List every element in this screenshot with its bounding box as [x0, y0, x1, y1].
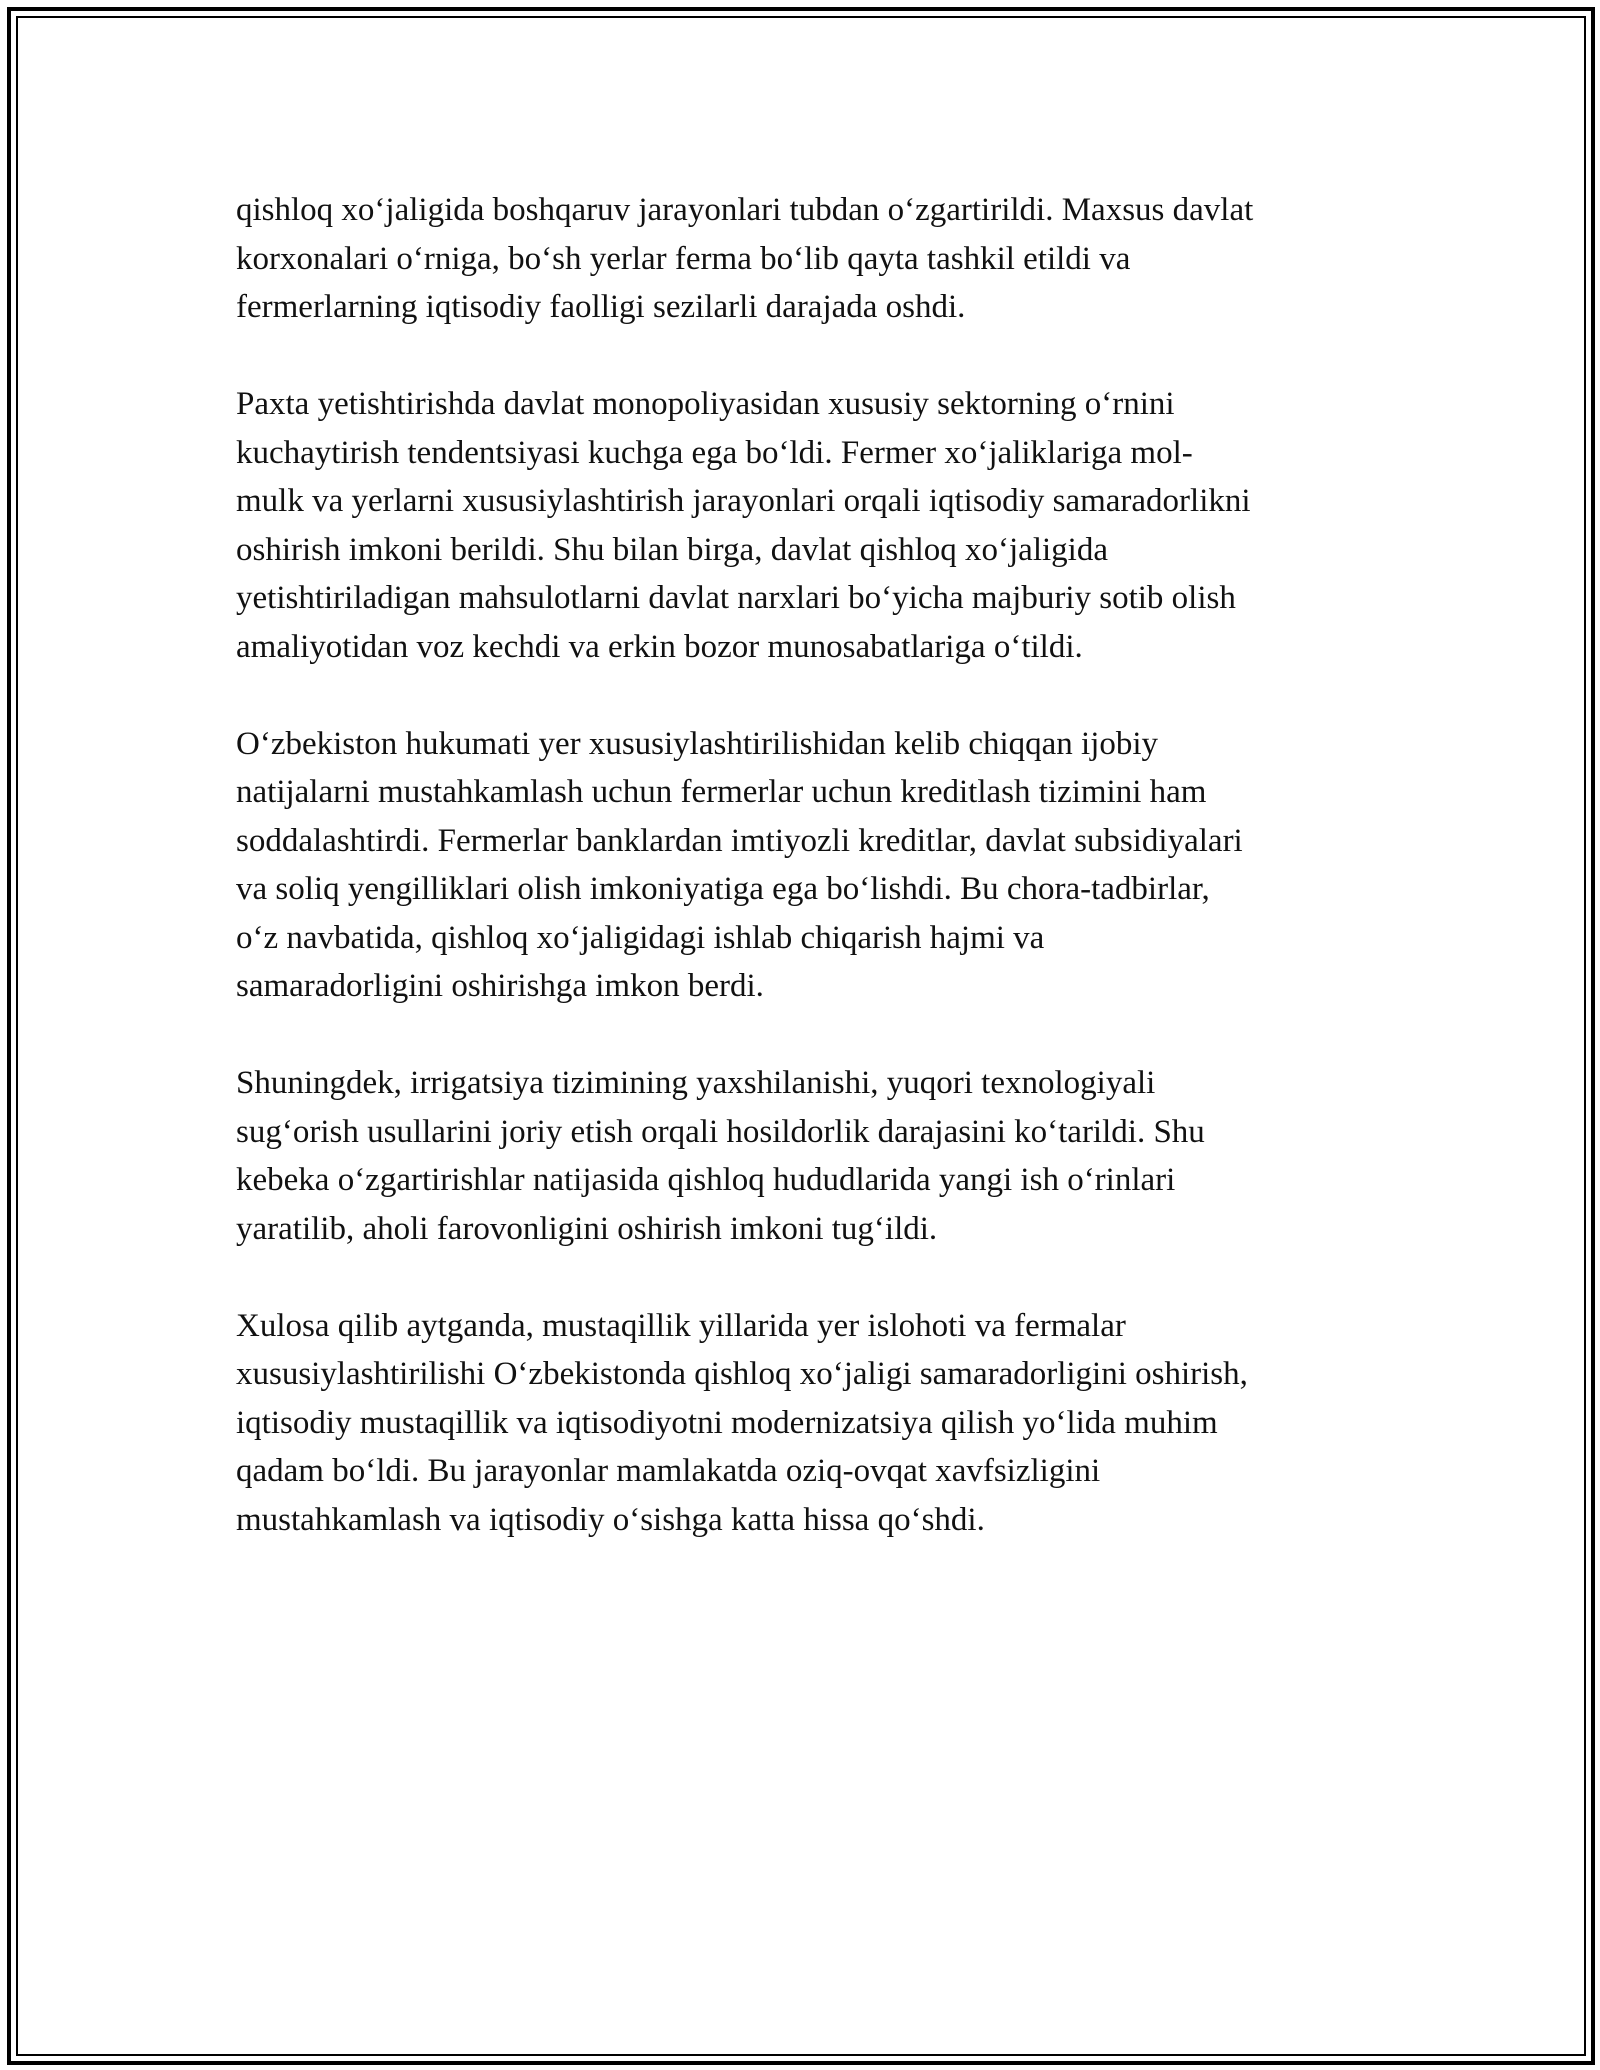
text-line: qadam bo‘ldi. Bu jarayonlar mamlakatda oziq-ovqat xavfsizligini [236, 1453, 1101, 1489]
text-line: o‘z navbatida, qishloq xo‘jaligidagi ishlab chiqarish hajmi va [236, 919, 1045, 956]
text-line: Paxta yetishtirishda davlat monopoliyasidan xususiy sektorning o‘rnini [236, 386, 1175, 422]
text-line: yaratilib, aholi farovonligini oshirish imkoni tug‘ildi. [236, 1210, 938, 1247]
text-line: O‘zbekiston hukumati yer xususiylashtirilishidan kelib chiqqan ijobiy [236, 725, 1159, 762]
text-line: iqtisodiy mustaqillik va iqtisodiyotni modernizatsiya qilish yo‘lida muhim [236, 1404, 1218, 1441]
text-line: Xulosa qilib aytganda, mustaqillik yillarida yer islohoti va fermalar [236, 1307, 1126, 1344]
paragraph-1 [236, 186, 1376, 332]
text-line: korxonalari o‘rniga, bo‘sh yerlar ferma bo‘lib qayta tashkil etildi va [236, 240, 1131, 277]
text-line: sug‘orish usullarini joriy etish orqali hosildorlik darajasini ko‘tarildi. Shu [236, 1113, 1205, 1150]
paragraph-2 [236, 380, 1376, 671]
text-line: mulk va yerlarni xususiylashtirish jarayonlari orqali iqtisodiy samaradorlikni [236, 483, 1251, 519]
text-line: amaliyotidan voz kechdi va erkin bozor munosabatlariga o‘tildi. [236, 628, 1083, 665]
text-line: soddalashtirdi. Fermerlar banklardan imtiyozli kreditlar, davlat subsidiyalari [236, 822, 1243, 859]
text-line: xususiylashtirilishi O‘zbekistonda qishloq xo‘jaligi samaradorligini oshirish, [236, 1356, 1248, 1392]
paragraph-3 [236, 720, 1376, 1011]
text-line: Shuningdek, irrigatsiya tizimining yaxshilanishi, yuqori texnologiyali [236, 1065, 1156, 1101]
text-line: qishloq xo‘jaligida boshqaruv jarayonlari tubdan o‘zgartirildi. Maxsus davlat [236, 192, 1254, 228]
text-line: oshirish imkoni berildi. Shu bilan birga, davlat qishloq xo‘jaligida [236, 531, 1108, 568]
text-line: fermerlarning iqtisodiy faolligi sezilarli darajada oshdi. [236, 289, 966, 325]
text-line: natijalarni mustahkamlash uchun fermerlar uchun kreditlash tizimini ham [236, 774, 1207, 810]
text-line: yetishtiriladigan mahsulotlarni davlat narxlari bo‘yicha majburiy sotib olish [236, 580, 1236, 616]
text-line: mustahkamlash va iqtisodiy o‘sishga katta hissa qo‘shdi. [236, 1501, 985, 1538]
text-line: samaradorligini oshirishga imkon berdi. [236, 968, 764, 1004]
document-body [236, 186, 1376, 1593]
text-line: kebeka o‘zgartirishlar natijasida qishloq hududlarida yangi ish o‘rinlari [236, 1162, 1176, 1198]
text-line: kuchaytirish tendentsiyasi kuchga ega bo‘ldi. Fermer xo‘jaliklariga mol- [236, 434, 1193, 471]
paragraph-5 [236, 1302, 1376, 1545]
paragraph-4 [236, 1059, 1376, 1253]
text-line: va soliq yengilliklari olish imkoniyatiga ega bo‘lishdi. Bu chora-tadbirlar, [236, 871, 1210, 907]
